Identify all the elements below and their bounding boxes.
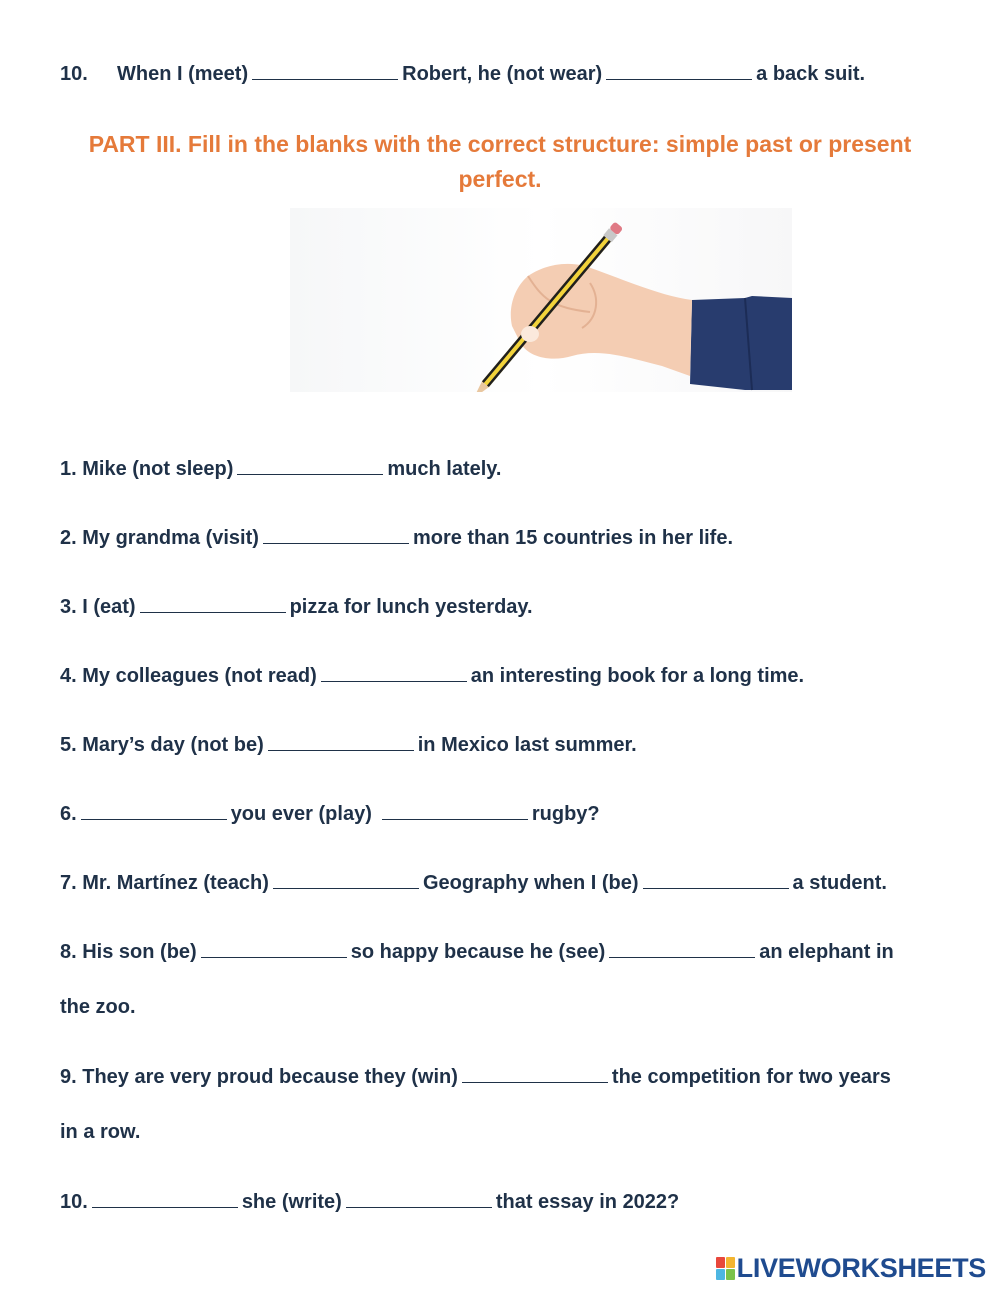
answer-blank[interactable]	[321, 663, 467, 682]
answer-blank[interactable]	[346, 1189, 492, 1208]
item-text: a back suit.	[756, 63, 866, 85]
answer-blank[interactable]	[643, 870, 789, 889]
answer-blank[interactable]	[237, 456, 383, 475]
item-text: that essay in 2022?	[495, 1191, 680, 1213]
answer-blank[interactable]	[140, 594, 286, 613]
prev-item-number: 10.	[60, 63, 88, 85]
logo-mark-e	[726, 1269, 735, 1280]
item-text: so happy because he (see)	[350, 941, 606, 963]
item-text: the zoo.	[60, 996, 136, 1018]
item-text: Robert, he (not wear)	[402, 63, 603, 85]
logo-mark-icon	[716, 1257, 735, 1280]
exercise-item-1	[60, 456, 502, 481]
answer-blank[interactable]	[92, 1189, 238, 1208]
exercise-item-9-continuation	[60, 1120, 140, 1144]
answer-blank[interactable]	[273, 870, 419, 889]
answer-blank[interactable]	[201, 939, 347, 958]
item-text: pizza for lunch yesterday.	[289, 596, 533, 618]
fingernail	[521, 326, 539, 342]
exercise-item-4	[60, 663, 804, 688]
exercise-item-5	[60, 732, 637, 757]
exercise-item-6	[60, 801, 600, 826]
answer-blank[interactable]	[81, 801, 227, 820]
heading-line-2: perfect.	[458, 166, 542, 192]
item-text: 4. My colleagues (not read)	[60, 665, 317, 687]
item-text: the competition for two years	[611, 1066, 891, 1088]
item-text: in a row.	[60, 1121, 141, 1143]
exercise-item-7	[60, 870, 887, 895]
answer-blank[interactable]	[252, 61, 398, 80]
item-text: 10.	[60, 1191, 88, 1213]
item-text: a student.	[792, 872, 887, 894]
item-text: an interesting book for a long time.	[470, 665, 805, 687]
exercise-item-8-continuation	[60, 995, 136, 1019]
logo-mark-i	[726, 1257, 735, 1268]
answer-blank[interactable]	[462, 1064, 608, 1083]
exercise-item-2	[60, 525, 733, 550]
exercise-item-10	[60, 1189, 679, 1214]
exercise-item-8	[60, 939, 894, 964]
item-text: 9. They are very proud because they (win)	[60, 1066, 458, 1088]
section-heading	[40, 127, 960, 197]
logo-mark-l	[716, 1257, 725, 1268]
item-text: 8. His son (be)	[60, 941, 197, 963]
item-text: 6.	[60, 803, 77, 825]
answer-blank[interactable]	[606, 61, 752, 80]
logo-mark-v	[716, 1269, 725, 1280]
liveworksheets-logo[interactable]	[716, 1253, 986, 1284]
item-text: rugby?	[531, 803, 600, 825]
hand-writing-illustration	[290, 208, 792, 392]
answer-blank[interactable]	[268, 732, 414, 751]
item-text: 3. I (eat)	[60, 596, 136, 618]
item-text: much lately.	[387, 458, 502, 480]
answer-blank[interactable]	[263, 525, 409, 544]
sleeve-shape	[690, 296, 792, 390]
item-text: you ever (play)	[230, 803, 372, 825]
item-text: in Mexico last summer.	[417, 734, 637, 756]
item-text: an elephant in	[759, 941, 894, 963]
item-text: 5. Mary’s day (not be)	[60, 734, 264, 756]
item-text: 7. Mr. Martínez (teach)	[60, 872, 269, 894]
item-text: Geography when I (be)	[422, 872, 639, 894]
heading-line-1: PART III. Fill in the blanks with the correct structure: simple past or present	[88, 131, 912, 157]
logo-text: LIVEWORKSHEETS	[736, 1253, 986, 1283]
exercise-item-3	[60, 594, 533, 619]
exercise-item-9	[60, 1064, 891, 1089]
answer-blank[interactable]	[609, 939, 755, 958]
item-text: 1. Mike (not sleep)	[60, 458, 234, 480]
item-text: she (write)	[241, 1191, 342, 1213]
item-text: more than 15 countries in her life.	[412, 527, 734, 549]
item-text: 2. My grandma (visit)	[60, 527, 259, 549]
item-text: When I (meet)	[117, 63, 249, 85]
prev-item-10	[60, 61, 865, 86]
answer-blank[interactable]	[382, 801, 528, 820]
